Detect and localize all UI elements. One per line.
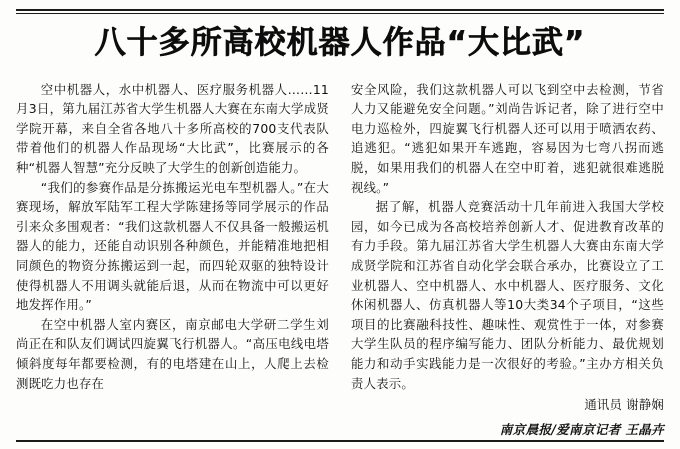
paragraph: 在空中机器人室内赛区，南京邮电大学研二学生刘尚正在和队友们调试四旋翼飞行机器人。“高压电线电塔倾斜度每年都要检测，有的电塔建在山上，人爬上去检测既吃力也存在: [16, 316, 329, 391]
right-column: [351, 80, 664, 440]
paragraph: 据了解，机器人竞赛活动十几年前进入我国大学校园，如今已成为各高校培养创新人才、促进教育改革的有力手段。第九届江苏省大学生机器人大赛由东南大学成贤学院和江苏省自动化学会联合承办，比赛设立了工业机器人、空中机器人、水中机器人、医疗服务、文化休闲机器人、仿真机器人等10大类34个子项目，“这些项目的比赛融科技性、趣味性、观赏性于一体，对参赛大学生队员的程序编写能力、团队分析能力、最优规划能力和动手实践能力是一次很好的考验。”主办方相关负责人表示。: [351, 199, 664, 391]
top-rule-thin: [16, 13, 664, 14]
byline: 南京晨报/爱南京记者 王晶卉: [499, 422, 664, 438]
paragraph: 安全风险，我们这款机器人可以飞到空中去检测，节省人力又能避免安全问题。”刘尚告诉记者，除了进行空中电力巡检外，四旋翼飞行机器人还可以用于喷洒农药、追逃犯。“逃犯如果开车逃跑，容易因为七弯八拐而逃脱，如果用我们的机器人在空中盯着，逃犯就很难逃脱视线。”: [351, 81, 664, 195]
paragraph: “我们的参赛作品是分拣搬运光电车型机器人。”在大赛现场，解放军陆军工程大学陈建扬等同学展示的作品引来众多围观者：“我们这款机器人不仅具备一般搬运机器人的能力，还能自动识别各种颜色，并能精准地把相同颜色的物资分拣搬运到一起，而四轮双驱的独特设计使得机器人不用调头就能后退，从而在物流中可以更好地发挥作用。”: [16, 179, 329, 313]
reporter-credit: 通讯员 谢静娴: [584, 397, 664, 413]
paragraph: 空中机器人，水中机器人、医疗服务机器人……11月3日，第九届江苏省大学生机器人大赛在东南大学成贤学院开幕，来自全省各地八十多所高校的700支代表队带着他们的机器人作品现场“大比武”，比赛展示的各种“机器人智慧”充分反映了大学生的创新创造能力。: [16, 81, 329, 176]
left-column: [16, 80, 329, 440]
top-rule-thick: [16, 9, 664, 11]
article-columns: [16, 80, 664, 440]
page-title: 八十多所高校机器人作品“大比武”: [94, 25, 586, 61]
bottom-rule: [16, 440, 664, 442]
